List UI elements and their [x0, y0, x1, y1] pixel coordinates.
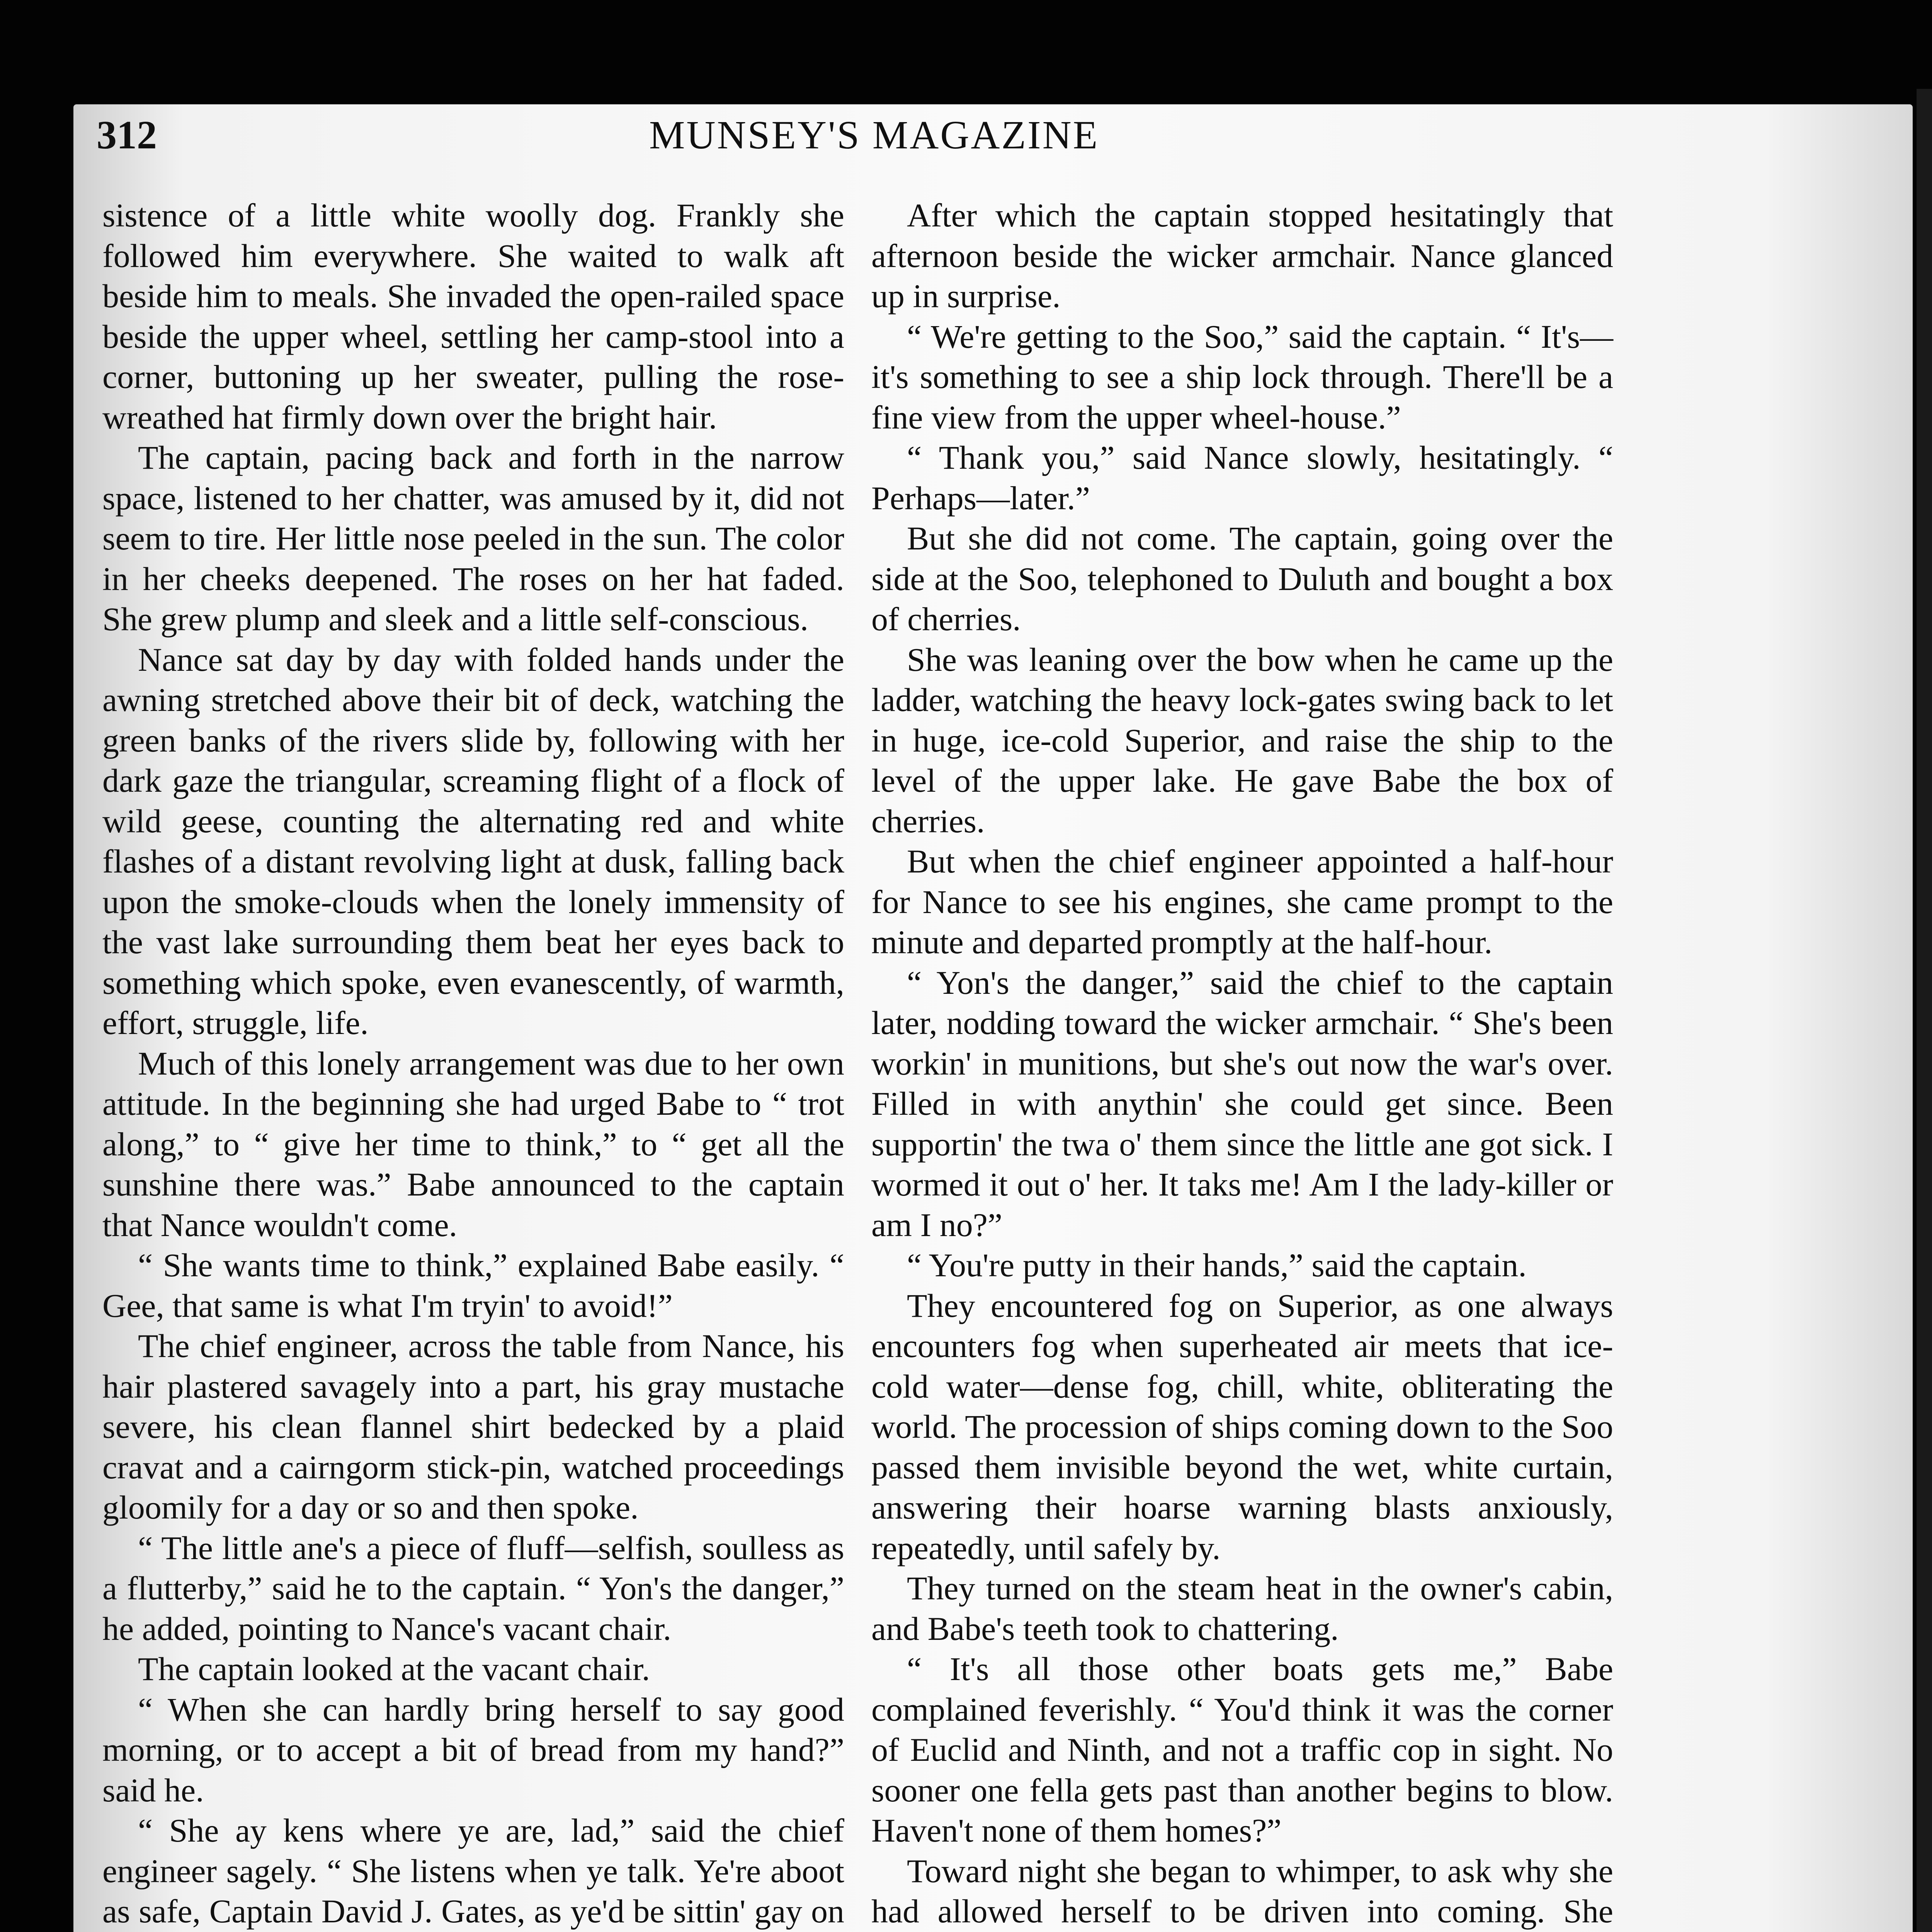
- paragraph: But she did not come. The captain, going over the side at the Soo, telephoned to Duluth and bought a box of cherries.: [871, 520, 1613, 638]
- running-head: [97, 112, 1797, 182]
- paragraph: “ She ay kens where ye are, lad,” said the chief engineer sagely. “ She listens when ye talk. Ye're aboot as safe, Captain David J. Gates, as ye'd be sittin' gay on: [102, 1812, 844, 1930]
- paragraph: They turned on the steam heat in the owner's cabin, and Babe's teeth took to chattering.: [871, 1570, 1613, 1647]
- paragraph: The captain looked at the vacant chair.: [138, 1650, 650, 1687]
- paragraph: “ Yon's the danger,” said the chief to the captain later, nodding toward the wicker armchair. “ She's been workin' in munitions, but she's out now the war's over. Filled in with anythin' she could get since. Been supportin' the twa o' them since the little ane got sick. I wormed it out o' her. It taks me! Am I the lady-killer or am I no?”: [871, 964, 1613, 1243]
- paragraph: “ You're putty in their hands,” said the captain.: [907, 1247, 1527, 1284]
- paragraph: The chief engineer, across the table from Nance, his hair plastered savagely into a part, his gray mustache severe, his clean flannel shirt bedecked by a plaid cravat and a cairngorm stick-pin, watched proceedings gloomily for a day or so and then spoke.: [102, 1327, 844, 1526]
- paragraph: “ It's all those other boats gets me,” Babe complained feverishly. “ You'd think it was the corner of Euclid and Ninth, and not a traffic cop in sight. No sooner one fella gets past than another begins to blow. Haven't none of them homes?”: [871, 1650, 1613, 1849]
- paragraph: But when the chief engineer appointed a half-hour for Nance to see his engines, she came prompt to the minute and departed promptly at the half-hour.: [871, 843, 1613, 961]
- paragraph: They encountered fog on Superior, as one always encounters fog when superheated air meets that ice-cold water—dense fog, chill, white, obliterating the world. The procession of ships coming down to the Soo passed them invisible beyond the wet, white curtain, answering their hoarse warning blasts anxiously, repeatedly, until safely by.: [871, 1287, 1613, 1566]
- paragraph: She was leaning over the bow when he came up the ladder, watching the heavy lock-gates swing back to let in huge, ice-cold Superior, and raise the ship to the level of the upper lake. He gave Babe the box of cherries.: [871, 641, 1613, 840]
- paragraph: “ She wants time to think,” explained Babe easily. “ Gee, that same is what I'm tryin' to avoid!”: [102, 1247, 844, 1324]
- page-gutter-shadow: [1917, 89, 1932, 1932]
- magazine-title: MUNSEY'S MAGAZINE: [649, 113, 1099, 157]
- right-text-column: [871, 195, 1613, 1932]
- paragraph: “ We're getting to the Soo,” said the captain. “ It's—it's something to see a ship lock through. There'll be a fine view from the upper wheel-house.”: [871, 318, 1613, 436]
- paragraph: After which the captain stopped hesitatingly that afternoon beside the wicker armchair. Nance glanced up in surprise.: [871, 197, 1613, 315]
- paragraph: “ The little ane's a piece of fluff—selfish, soulless as a flutterby,” said he to the captain. “ Yon's the danger,” he added, pointing to Nance's vacant chair.: [102, 1529, 844, 1647]
- paragraph: “ Thank you,” said Nance slowly, hesitatingly. “ Perhaps—later.”: [871, 439, 1613, 517]
- paragraph: The captain, pacing back and forth in the narrow space, listened to her chatter, was amused by it, did not seem to tire. Her little nose peeled in the sun. The color in her cheeks deepened. The roses on her hat faded. She grew plump and sleek and a little self-conscious.: [102, 439, 844, 638]
- paragraph: “ When she can hardly bring herself to say good morning, or to accept a bit of bread from my hand?” said he.: [102, 1690, 844, 1809]
- paragraph: Nance sat day by day with folded hands under the awning stretched above their bit of deck, watching the green banks of the rivers slide by, following with her dark gaze the triangular, screaming flight of a flock of wild geese, counting the alternating red and white flashes of a distant revolving light at dusk, falling back upon the smoke-clouds when the lonely immensity of the vast lake surrounding them beat her eyes back to something which spoke, even evanescently, of warmth, effort, struggle, life.: [102, 641, 844, 1041]
- paragraph: sistence of a little white woolly dog. Frankly she followed him everywhere. She waited to walk aft beside him to meals. She invaded the open-railed space beside the upper wheel, settling her camp-stool into a corner, buttoning up her sweater, pulling the rose-wreathed hat firmly down over the bright hair.: [102, 197, 844, 436]
- page-number: 312: [97, 113, 157, 157]
- paragraph: Toward night she began to whimper, to ask why she had allowed herself to be driven into coming. She: [871, 1852, 1613, 1930]
- left-text-column: [102, 195, 844, 1932]
- paragraph: Much of this lonely arrangement was due to her own attitude. In the beginning she had urged Babe to “ trot along,” to “ give her time to think,” to “ get all the sunshine there was.” Babe announced to the captain that Nance wouldn't come.: [102, 1044, 844, 1243]
